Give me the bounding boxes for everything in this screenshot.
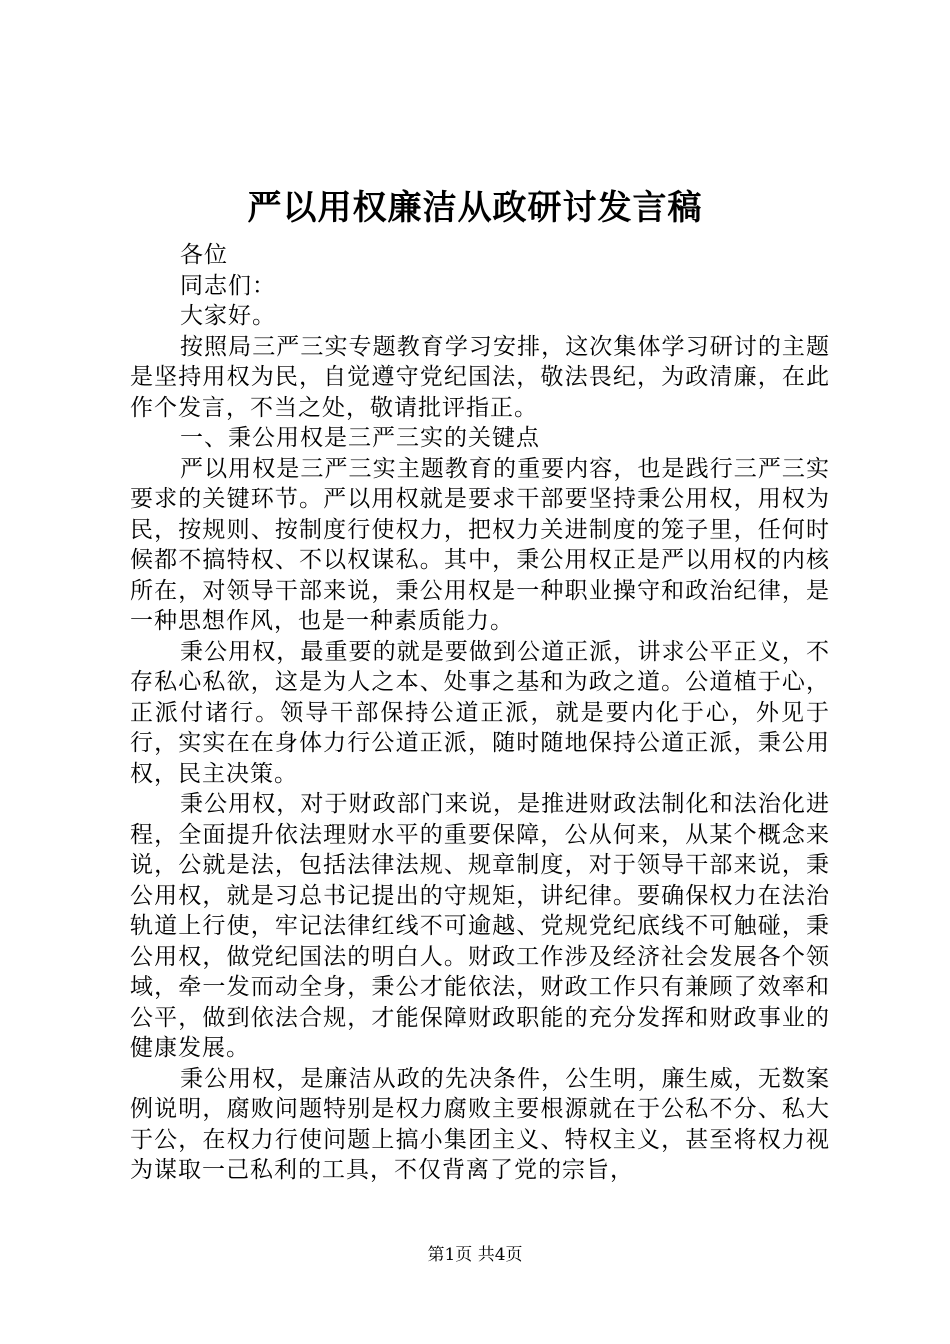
document-body <box>130 240 830 1186</box>
paragraph-greeting: 大家好。 <box>180 303 276 329</box>
document-title: 严以用权廉洁从政研讨发言稿 <box>247 188 703 228</box>
paragraph-body: 严以用权是三严三实主题教育的重要内容，也是践行三严三实要求的关键环节。严以用权就是要求干部要坚持秉公用权，用权为民，按规则、按制度行使权力，把权力关进制度的笼子里，任何时候都不搞特权、不以权谋私。其中，秉公用权正是严以用权的内核所在，对领导干部来说，秉公用权是一种职业操守和政治纪律，是一种思想作风，也是一种素质能力。 <box>130 455 830 634</box>
paragraph-body: 秉公用权，是廉洁从政的先决条件，公生明，廉生威，无数案例说明，腐败问题特别是权力腐败主要根源就在于公私不分、私大于公，在权力行使问题上搞小集团主义、特权主义，甚至将权力视为谋取一己私利的工具，不仅背离了党的宗旨， <box>130 1065 830 1183</box>
paragraph-salutation-1: 各位 <box>180 242 228 268</box>
section-heading-1: 一、秉公用权是三严三实的关键点 <box>180 425 540 451</box>
paragraph-salutation-2: 同志们： <box>180 272 276 299</box>
paragraph-body: 秉公用权，对于财政部门来说，是推进财政法制化和法治化进程，全面提升依法理财水平的重要保障，公从何来，从某个概念来说，公就是法，包括法律法规、规章制度，对于领导干部来说，秉公用权，就是习总书记提出的守规矩，讲纪律。要确保权力在法治轨道上行使，牢记法律红线不可逾越、党规党纪底线不可触碰，秉公用权，做党纪国法的明白人。财政工作涉及经济社会发展各个领域，牵一发而动全身，秉公才能依法，财政工作只有兼顾了效率和公平，做到依法合规，才能保障财政职能的充分发挥和财政事业的健康发展。 <box>130 791 830 1061</box>
paragraph-body: 秉公用权，最重要的就是要做到公道正派，讲求公平正义，不存私心私欲，这是为人之本、处事之基和为政之道。公道植于心，正派付诸行。领导干部保持公道正派，就是要内化于心，外见于行，实实在在身体力行公道正派，随时随地保持公道正派，秉公用权，民主决策。 <box>130 638 830 787</box>
page-number-footer: 第1页 共4页 <box>427 1245 523 1265</box>
paragraph-intro: 按照局三严三实专题教育学习安排，这次集体学习研讨的主题是坚持用权为民，自觉遵守党纪国法，敬法畏纪，为政清廉，在此作个发言，不当之处，敬请批评指正。 <box>130 333 830 421</box>
